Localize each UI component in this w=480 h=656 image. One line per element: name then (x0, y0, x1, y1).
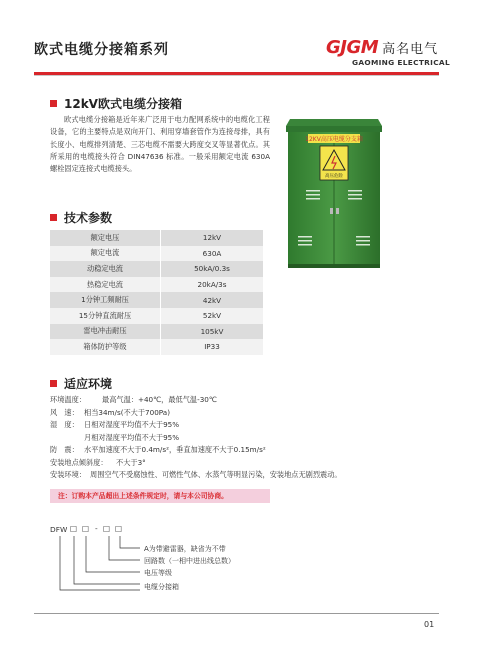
model-desc-arrester: A为带避雷器，缺省为不带 (144, 545, 226, 553)
env-value: 周围空气不受腐蚀性、可燃性气体、水蒸气等明显污染，安装地点无剧烈震动。 (90, 470, 342, 479)
env-value: 日相对湿度平均值不大于95% (84, 420, 180, 429)
spec-name: 额定电流 (50, 246, 161, 262)
table-row (50, 261, 263, 277)
table-row (50, 339, 263, 355)
env-value: 水平加速度不大于0.4m/s²，垂直加速度不大于0.15m/s² (84, 445, 266, 454)
note-banner: 注：订购本产品超出上述条件规定时，请与本公司协商。 (50, 489, 270, 503)
intro-paragraph: 欧式电缆分接箱是近年来广泛用于电力配网系统中的电缆化工程设备，它的主要特点是双向开门、利用穿墙套管作为连接母排，具有长度小、电缆排列清楚、三芯电缆不需要大跨度交叉等显著优点。其所采用的电缆接头符合 DIN47636 标准。一般采用额定电流 630A 螺栓固定连接式电缆接头。 (50, 115, 270, 174)
spec-name: 动稳定电流 (50, 261, 161, 277)
env-value: 月相对湿度平均值不大于95% (84, 432, 180, 442)
page-number: 01 (424, 620, 435, 629)
spec-value: 105kV (161, 324, 264, 340)
spec-name: 15分钟直流耐压 (50, 308, 161, 324)
env-value: 不大于3° (116, 457, 146, 467)
warning-text: 高压危险 (325, 174, 343, 179)
spec-value: 12kV (161, 230, 264, 246)
spec-name: 热稳定电流 (50, 277, 161, 293)
table-row (50, 246, 263, 262)
env-label: 环境温度： (50, 395, 86, 404)
spec-table (50, 230, 263, 355)
section-heading-specs (50, 209, 112, 226)
cabinet-label: 12KV高压电缆分支箱 (305, 136, 363, 143)
page-title: 欧式电缆分接箱系列 (34, 42, 169, 58)
spec-name: 1分钟工频耐压 (50, 292, 161, 308)
model-box-voltage: □ (70, 524, 77, 533)
model-desc-cabinet: 电缆分接箱 (144, 583, 179, 591)
table-row (50, 324, 263, 340)
spec-value: IP33 (161, 339, 264, 355)
section-bullet-icon (50, 100, 57, 107)
env-value: 相当34m/s(不大于700Pa) (84, 407, 170, 417)
section-bullet-icon (50, 214, 57, 221)
header-rule-shadow (34, 75, 439, 76)
env-row (50, 469, 450, 482)
product-intro (50, 114, 270, 175)
model-desc-circuits: 回路数（一相中进出线总数） (144, 557, 235, 565)
footer-rule (34, 613, 439, 614)
logo-chinese-name: 高名电气 (382, 42, 439, 57)
spec-name: 额定电压 (50, 230, 161, 246)
section-title: 适应环境 (64, 377, 113, 391)
spec-value: 20kA/3s (161, 277, 264, 293)
table-row (50, 308, 263, 324)
section-bullet-icon (50, 380, 57, 387)
spec-name: 雷电冲击耐压 (50, 324, 161, 340)
env-label: 防 震： (50, 445, 79, 454)
section-title: 12kV欧式电缆分接箱 (64, 97, 182, 111)
model-box-extra: □ (115, 524, 122, 533)
env-label: 湿 度： (50, 420, 79, 429)
env-row (50, 432, 450, 445)
cabinet-image (284, 116, 384, 272)
spec-value: 52kV (161, 308, 264, 324)
table-row (50, 277, 263, 293)
model-box-arrester: □ (103, 524, 110, 533)
environment-list (50, 394, 450, 482)
model-dash: - (95, 524, 98, 533)
model-desc-voltage: 电压等级 (144, 569, 172, 577)
model-box-circuit: □ (82, 524, 89, 533)
spec-value: 42kV (161, 292, 264, 308)
section-heading-environment (50, 375, 112, 392)
env-row (50, 394, 450, 407)
spec-name: 箱体防护等级 (50, 339, 161, 355)
table-row (50, 292, 263, 308)
env-row (50, 444, 450, 457)
section-title: 技术参数 (64, 211, 113, 225)
section-heading-product (50, 95, 182, 112)
spec-value: 630A (161, 246, 264, 262)
logo-mark: GJGM (326, 37, 379, 58)
env-row (50, 419, 450, 432)
env-label: 安装环境： (50, 470, 86, 479)
model-prefix: DFW (50, 525, 68, 534)
spec-value: 50kA/0.3s (161, 261, 264, 277)
model-connector-lines (50, 532, 150, 594)
logo-english-name: GAOMING ELECTRICAL (352, 58, 450, 67)
env-row (50, 457, 450, 470)
company-logo (326, 37, 438, 58)
env-label: 安装地点倾斜度： (50, 457, 108, 467)
env-value: 最高气温：+40℃，最低气温-30℃ (102, 395, 217, 404)
env-row (50, 407, 450, 420)
env-label: 风 速： (50, 407, 79, 417)
table-row (50, 230, 263, 246)
